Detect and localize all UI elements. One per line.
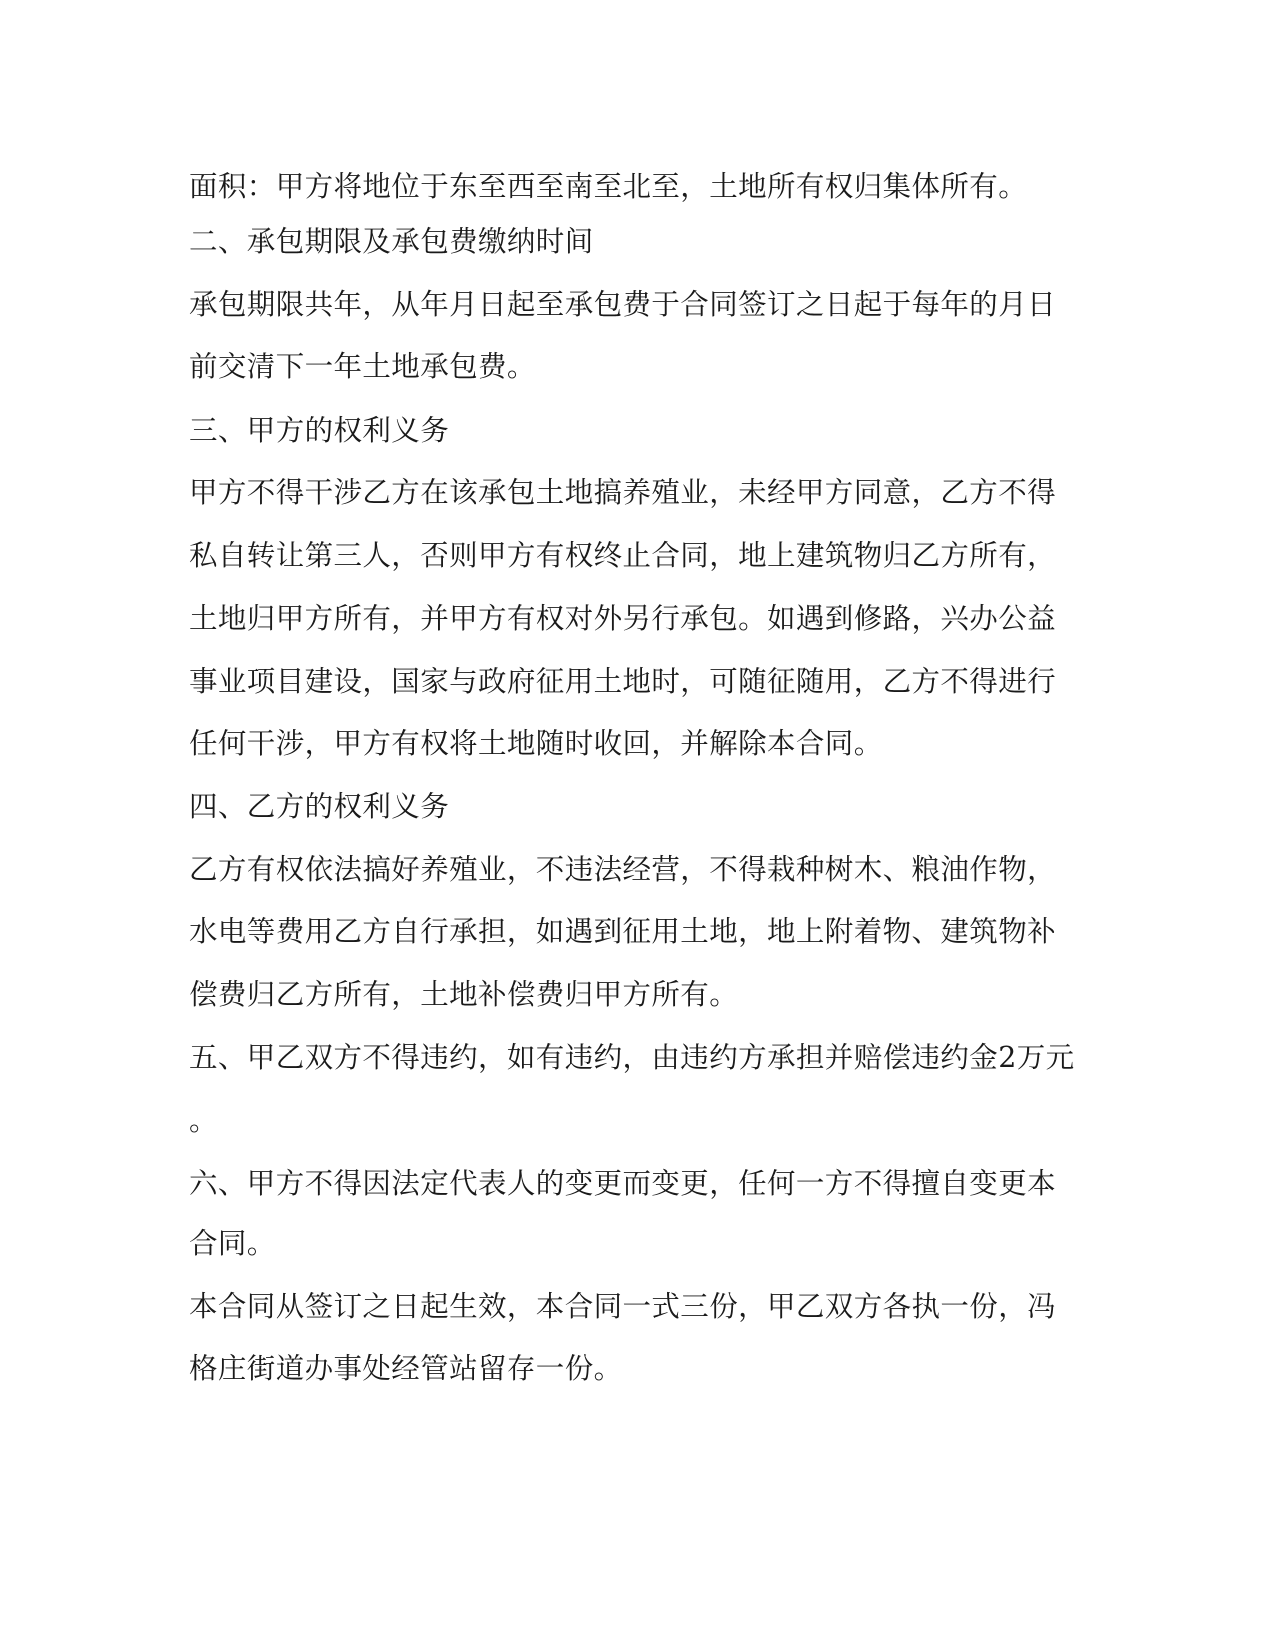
text-line: 水电等费用乙方自行承担，如遇到征用土地，地上附着物、建筑物补 (189, 915, 1057, 948)
text-line: 土地归甲方所有，并甲方有权对外另行承包。如遇到修路，兴办公益 (189, 602, 1057, 635)
text-line: 前交清下一年土地承包费。 (189, 350, 536, 383)
text-line: 事业项目建设，国家与政府征用土地时，可随征随用，乙方不得进行 (189, 665, 1057, 698)
text-line: 合同。 (189, 1227, 276, 1260)
text-line: 六、甲方不得因法定代表人的变更而变更，任何一方不得擅自变更本 (189, 1167, 1057, 1200)
text-line: 乙方有权依法搞好养殖业，不违法经营，不得栽种树木、粮油作物， (189, 853, 1057, 886)
text-line: 甲方不得干涉乙方在该承包土地搞养殖业，未经甲方同意，乙方不得 (189, 476, 1057, 509)
text-line: 偿费归乙方所有，土地补偿费归甲方所有。 (189, 978, 739, 1011)
text-line: 五、甲乙双方不得违约，如有违约，由违约方承担并赔偿违约金2万元 (189, 1041, 1075, 1074)
text-line: 。 (189, 1104, 218, 1137)
text-line: 承包期限共年，从年月日起至承包费于合同签订之日起于每年的月日 (189, 288, 1057, 321)
section-heading: 四、乙方的权利义务 (189, 790, 450, 823)
text-line: 格庄街道办事处经管站留存一份。 (189, 1352, 623, 1385)
text-line: 面积：甲方将地位于东至西至南至北至，土地所有权归集体所有。 (189, 170, 1028, 203)
section-heading: 二、承包期限及承包费缴纳时间 (189, 225, 594, 258)
text-line: 私自转让第三人，否则甲方有权终止合同，地上建筑物归乙方所有， (189, 539, 1057, 572)
section-heading: 三、甲方的权利义务 (189, 414, 450, 447)
text-line: 本合同从签订之日起生效，本合同一式三份，甲乙双方各执一份，冯 (189, 1290, 1057, 1323)
text-line: 任何干涉，甲方有权将土地随时收回，并解除本合同。 (189, 727, 883, 760)
